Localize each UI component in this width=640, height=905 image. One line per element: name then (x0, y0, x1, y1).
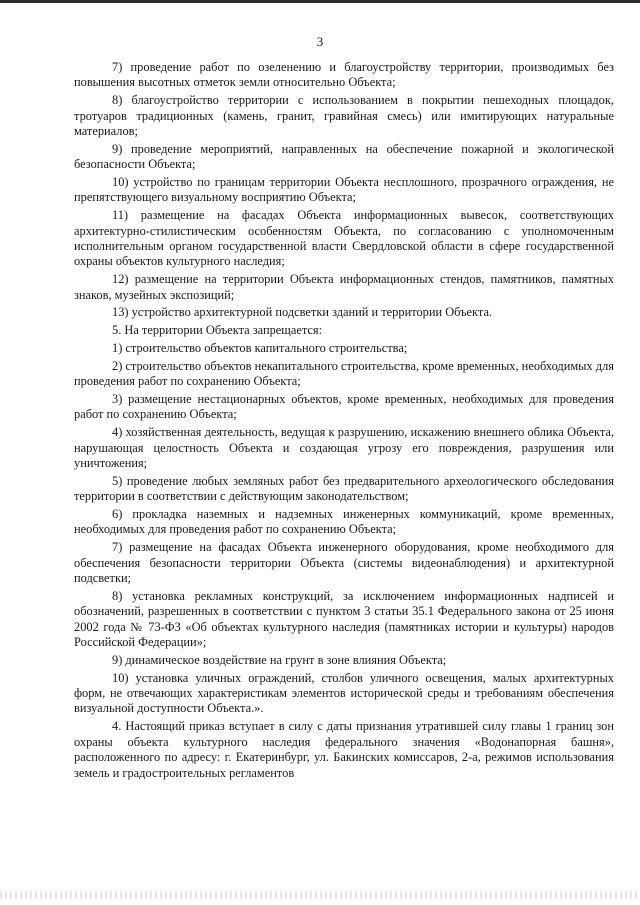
scan-bottom-noise (0, 891, 640, 899)
paragraph: 12) размещение на территории Объекта информационных стендов, памятников, памятных знаков, музейных экспозиций; (74, 272, 614, 302)
section-heading: 5. На территории Объекта запрещается: (112, 323, 323, 338)
paragraph: 1) строительство объектов капитального строительства; (112, 341, 408, 356)
paragraph: 4) хозяйственная деятельность, ведущая к разрушению, искажению внешнего облика Объекта, нарушающая целостность Объекта и создающая угрозу его повреждения, разрушения или уничтожения; (74, 425, 614, 471)
paragraph: 4. Настоящий приказ вступает в силу с даты признания утратившей силу главы 1 границ зон охраны объекта культурного наследия федерального значения «Водонапорная башня», расположенного по адресу: г. Екатеринбург, ул. Бакинских комиссаров, 2-а, режимов использования земель и градостроительных регламентов (74, 719, 614, 780)
paragraph: 7) размещение на фасадах Объекта инженерного оборудования, кроме необходимого для обеспечения безопасности территории Объекта (системы видеонаблюдения) и архитектурной подсветки; (74, 540, 614, 586)
paragraph: 7) проведение работ по озеленению и благоустройству территории, производимых без повышения высотных отметок земли относительно Объекта; (74, 60, 614, 90)
page-number: 3 (316, 34, 324, 49)
scan-top-edge (0, 0, 640, 3)
paragraph: 11) размещение на фасадах Объекта информационных вывесок, соответствующих архитектурно-стилистическим особенностям Объекта, по согласованию с уполномоченным исполнительным органом государственной власти Свердловской области в сфере государственной охраны объектов культурного наследия; (74, 208, 614, 269)
paragraph: 9) проведение мероприятий, направленных на обеспечение пожарной и экологической безопасности Объекта; (74, 141, 614, 172)
document-body (74, 60, 614, 783)
paragraph: 3) размещение нестационарных объектов, кроме временных, необходимых для проведения работ по сохранению Объекта; (74, 392, 614, 422)
paragraph: 9) динамическое воздействие на грунт в зоне влияния Объекта; (112, 652, 447, 667)
paragraph: 13) устройство архитектурной подсветки зданий и территории Объекта. (112, 305, 493, 320)
paragraph: 10) установка уличных ограждений, столбов уличного освещения, малых архитектурных форм, не отвечающих характеристикам элементов исторической среды и требованиям обеспечения визуальной доступности Объекта.». (74, 670, 614, 716)
paragraph: 8) установка рекламных конструкций, за исключением информационных надписей и обозначений, разрешенных в соответствии с пунктом 3 статьи 35.1 Федерального закона от 25 июня 2002 года № 73-ФЗ «Об объектах культурного наследия (памятниках истории и культуры) народов Российской Федерации»; (74, 588, 614, 650)
paragraph: 6) прокладка наземных и надземных инженерных коммуникаций, кроме временных, необходимых для проведения работ по сохранению Объекта; (74, 507, 614, 537)
paragraph: 10) устройство по границам территории Объекта несплошного, прозрачного ограждения, не препятствующего визуальному восприятию Объекта; (74, 175, 614, 205)
paragraph: 5) проведение любых земляных работ без предварительного археологического обследования территории в соответствии с действующим законодательством; (74, 473, 614, 504)
paragraph: 8) благоустройство территории с использованием в покрытии пешеходных площадок, тротуаров традиционных (камень, гранит, гравийная смесь) или имитирующих натуральные материалов; (74, 93, 614, 139)
paragraph: 2) строительство объектов некапитального строительства, кроме временных, необходимых для проведения работ по сохранению Объекта; (74, 358, 614, 389)
